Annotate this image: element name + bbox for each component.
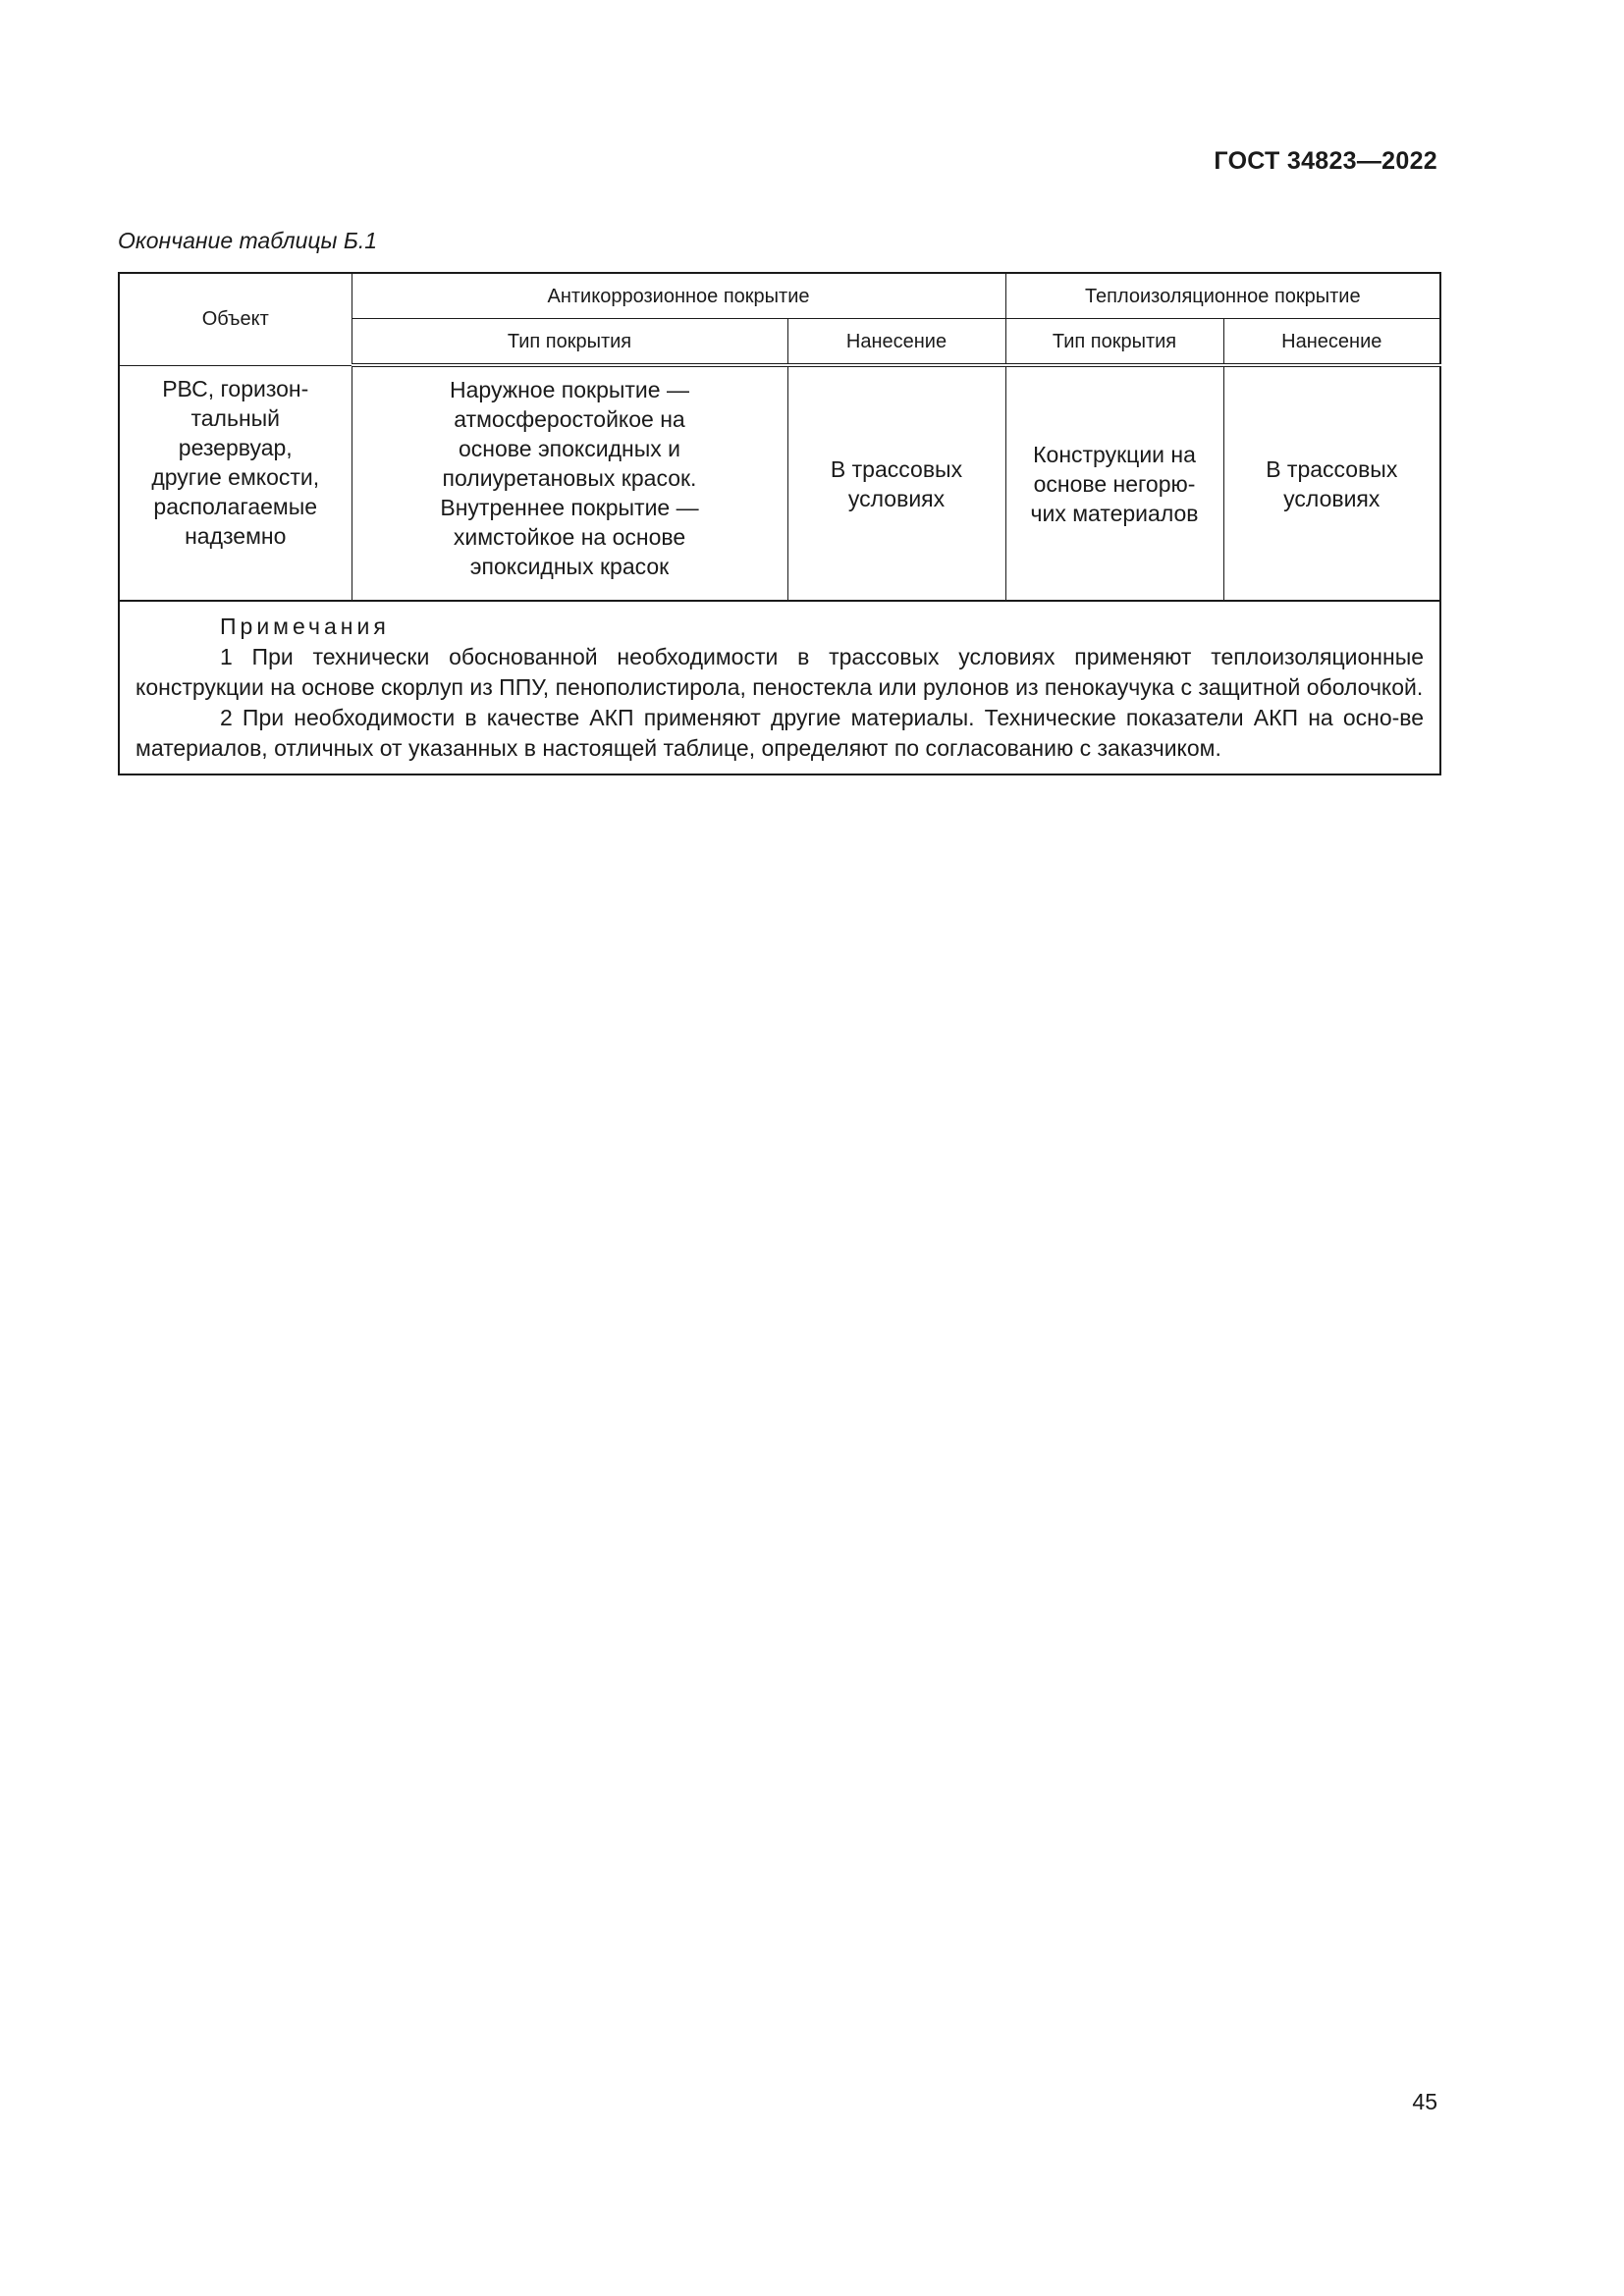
table-caption: Окончание таблицы Б.1 [118,228,378,253]
note-2: 2 При необходимости в качестве АКП применяют другие материалы. Технические показатели АКП на осно-ве материалов, отличных от указанных в настоящей таблице, определяют по согласованию с заказчиком. [135,705,1425,761]
cell-line: располагаемые [153,493,318,519]
cell-line: Внутреннее покрытие — [440,495,699,520]
table-row [119,365,1440,601]
header-thermal: Теплоизоляционное покрытие [1005,273,1440,319]
cell-line: условиях [847,485,946,511]
header-thermal-application: Нанесение [1223,319,1440,366]
coating-table [118,272,1441,775]
table-notes-row [119,601,1440,774]
table-header-row-1 [119,273,1440,319]
header-thermal-type: Тип покрытия [1005,319,1223,366]
cell-line: В трассовых [830,455,963,482]
cell-line: В трассовых [1266,455,1398,482]
cell-line: полиуретановых красок. [442,465,697,491]
cell-line: химстойкое на основе [453,524,686,550]
cell-line: основе эпоксидных и [459,436,680,461]
cell-thermal-application [1223,365,1440,601]
cell-line: атмосферостойкое на [454,406,685,432]
header-anticorrosion: Антикоррозионное покрытие [352,273,1005,319]
cell-line: условиях [1283,485,1380,511]
table-notes [119,601,1440,774]
cell-line: основе негорю- [1033,470,1196,497]
cell-line: тальный [190,404,281,431]
cell-line: Конструкции на [1033,441,1196,467]
cell-line: Наружное покрытие — [450,377,689,402]
cell-thermal-type [1005,365,1223,601]
cell-object [119,365,352,601]
header-anti-application: Нанесение [787,319,1005,366]
cell-line: надземно [185,522,287,549]
page-number: 45 [1412,2089,1437,2114]
cell-line: другие емкости, [151,463,320,490]
cell-line: чих материалов [1030,500,1199,526]
note-1: 1 При технически обоснованной необходимости в трассовых условиях применяют теплоизоляционные конструкции на основе скорлуп из ППУ, пенополистирола, пеностекла или рулонов из пенокаучука с защитной оболочкой. [135,644,1425,700]
cell-line: резервуар, [178,434,293,460]
document-header-standard: ГОСТ 34823—2022 [1214,147,1437,175]
notes-title: Примечания [220,614,390,639]
cell-anti-type [352,365,787,601]
specification-table [118,272,1439,775]
header-anti-type: Тип покрытия [352,319,787,366]
header-object: Объект [119,273,352,365]
cell-line: эпоксидных красок [469,554,670,579]
cell-line: РВС, горизон- [162,375,309,401]
cell-anti-application [787,365,1005,601]
